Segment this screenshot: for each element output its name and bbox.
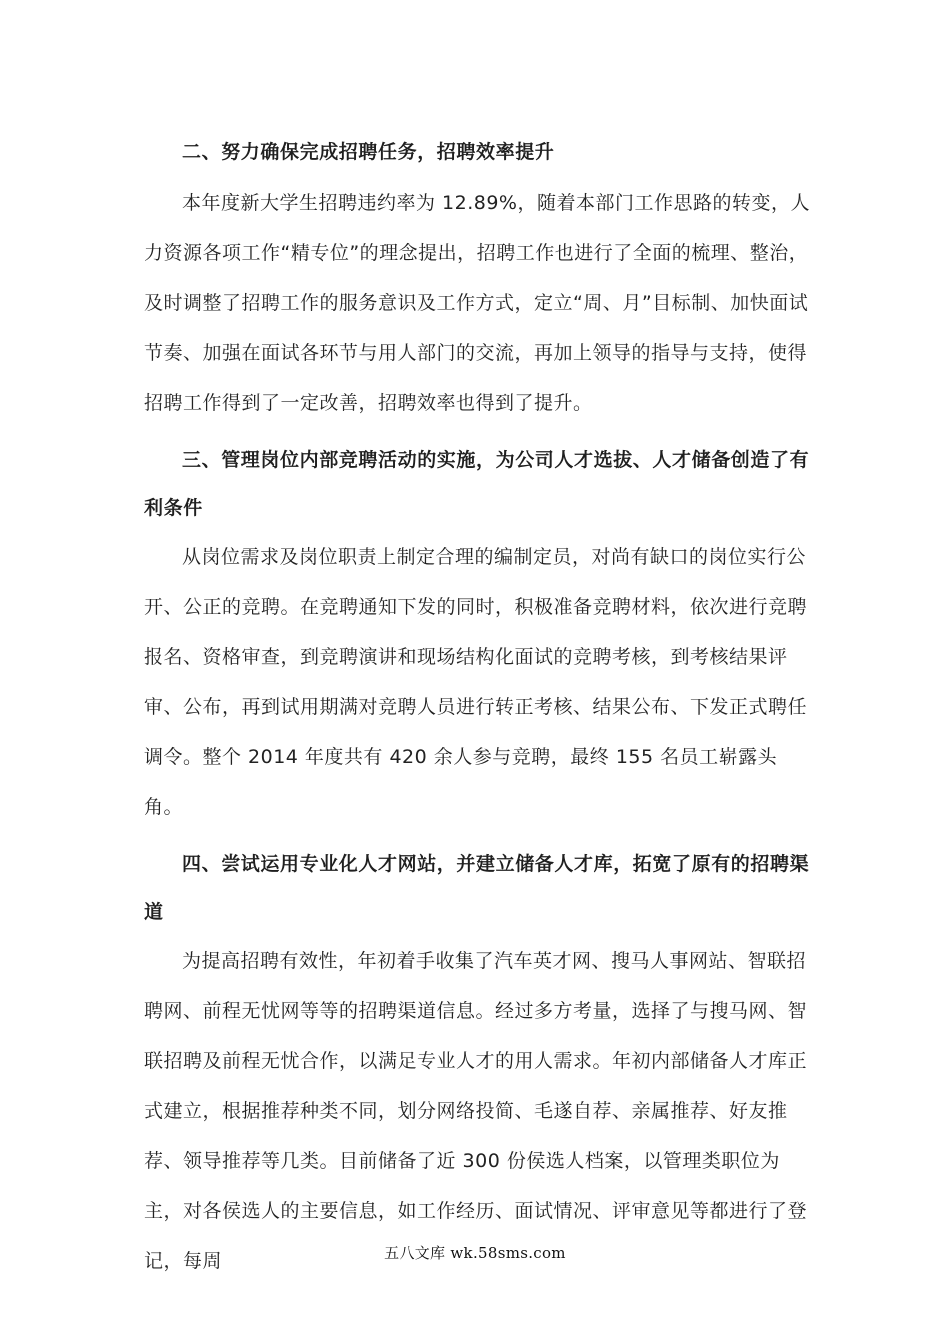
section-heading-2: 二、努力确保完成招聘任务，招聘效率提升 [182, 141, 555, 163]
section-heading-4: 四、尝试运用专业化人才网站，并建立储备人才库，拓宽了原有的招聘渠道 [144, 853, 810, 923]
footer-watermark: 五八文库 wk.58sms.com [384, 1244, 566, 1262]
section-paragraph-3: 从岗位需求及岗位职责上制定合理的编制定员，对尚有缺口的岗位实行公开、公正的竞聘。在竞聘通知下发的同时，积极准备竞聘材料，依次进行竞聘报名、资格审查，到竞聘演讲和现场结构化面试的竞聘考核，到考核结果评审、公布，再到试用期满对竞聘人员进行转正考核、结果公布、下发正式聘任调令。整个 2014 年度共有 420 余人参与竞聘，最终 155 名员工崭露头角。 [144, 546, 808, 818]
document-body [144, 128, 816, 1286]
section-paragraph-2: 本年度新大学生招聘违约率为 12.89%，随着本部门工作思路的转变，人力资源各项工作“精专位”的理念提出，招聘工作也进行了全面的梳理、整治，及时调整了招聘工作的服务意识及工作方式，定立“周、月”目标制、加快面试节奏、加强在面试各环节与用人部门的交流，再加上领导的指导与支持，使得招聘工作得到了一定改善，招聘效率也得到了提升。 [144, 192, 810, 414]
section-paragraph-4: 为提高招聘有效性，年初着手收集了汽车英才网、搜马人事网站、智联招聘网、前程无忧网等等的招聘渠道信息。经过多方考量，选择了与搜马网、智联招聘及前程无忧合作，以满足专业人才的用人需求。年初内部储备人才库正式建立，根据推荐种类不同，划分网络投简、毛遂自荐、亲属推荐、好友推荐、领导推荐等几类。目前储备了近 300 份侯选人档案，以管理类职位为主，对各侯选人的主要信息，如工作经历、面试情况、评审意见等都进行了登记，每周 [144, 950, 808, 1272]
section-heading-3: 三、管理岗位内部竞聘活动的实施，为公司人才选拔、人才储备创造了有利条件 [144, 449, 810, 519]
